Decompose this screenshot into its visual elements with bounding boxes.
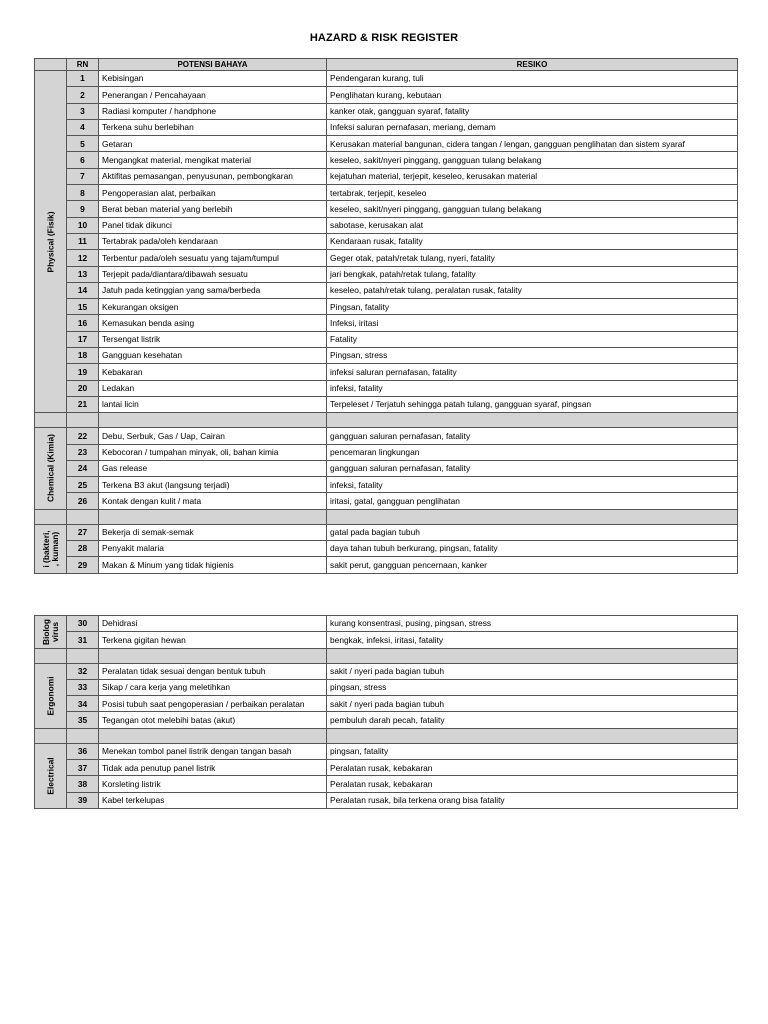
rn-cell: 1 — [67, 71, 99, 87]
hazard-cell: Kekurangan oksigen — [99, 299, 327, 315]
hazard-cell: Gas release — [99, 460, 327, 476]
rn-cell: 30 — [67, 616, 99, 632]
risk-cell: Peralatan rusak, kebakaran — [327, 760, 738, 776]
hazard-cell: Terkena gigitan hewan — [99, 632, 327, 648]
rn-cell: 6 — [67, 152, 99, 168]
rn-cell: 23 — [67, 444, 99, 460]
category-biological: i (bakteri, , kuman) — [35, 524, 67, 573]
hazard-cell: Mengangkat material, mengikat material — [99, 152, 327, 168]
risk-cell: Infeksi saluran pernafasan, meriang, demam — [327, 119, 738, 135]
hazard-cell: Radiasi komputer / handphone — [99, 103, 327, 119]
hazard-header: POTENSI BAHAYA — [99, 59, 327, 71]
risk-cell: infeksi saluran pernafasan, fatality — [327, 364, 738, 380]
risk-cell: sakit / nyeri pada bagian tubuh — [327, 663, 738, 679]
rn-cell: 28 — [67, 541, 99, 557]
risk-cell: pingsan, fatality — [327, 743, 738, 759]
rn-cell: 5 — [67, 136, 99, 152]
rn-cell: 34 — [67, 696, 99, 712]
category-chemical: Chemical (Kimia) — [35, 428, 67, 509]
risk-cell: pencemaran lingkungan — [327, 444, 738, 460]
hazard-cell: Terbentur pada/oleh sesuatu yang tajam/tumpul — [99, 250, 327, 266]
hazard-cell: Tidak ada penutup panel listrik — [99, 760, 327, 776]
risk-cell: bengkak, infeksi, iritasi, fatality — [327, 632, 738, 648]
risk-cell: gatal pada bagian tubuh — [327, 524, 738, 540]
rn-cell: 25 — [67, 477, 99, 493]
rn-cell: 7 — [67, 168, 99, 184]
hazard-cell: Kabel terkelupas — [99, 792, 327, 808]
risk-cell: jari bengkak, patah/retak tulang, fatality — [327, 266, 738, 282]
rn-cell: 13 — [67, 266, 99, 282]
risk-cell: Penglihatan kurang, kebutaan — [327, 87, 738, 103]
category-header — [35, 59, 67, 71]
rn-cell: 9 — [67, 201, 99, 217]
risk-cell: Infeksi, iritasi — [327, 315, 738, 331]
hazard-cell: Peralatan tidak sesuai dengan bentuk tubuh — [99, 663, 327, 679]
section-separator — [35, 413, 738, 428]
risk-cell: Pendengaran kurang, tuli — [327, 71, 738, 87]
rn-cell: 31 — [67, 632, 99, 648]
hazard-cell: Tegangan otot melebihi batas (akut) — [99, 712, 327, 728]
rn-cell: 3 — [67, 103, 99, 119]
risk-cell: iritasi, gatal, gangguan penglihatan — [327, 493, 738, 509]
rn-cell: 21 — [67, 396, 99, 412]
risk-cell: Geger otak, patah/retak tulang, nyeri, fatality — [327, 250, 738, 266]
risk-cell: gangguan saluran pernafasan, fatality — [327, 428, 738, 444]
rn-cell: 39 — [67, 792, 99, 808]
hazard-cell: Aktifitas pemasangan, penyusunan, pembongkaran — [99, 168, 327, 184]
risk-cell: infeksi, fatality — [327, 380, 738, 396]
risk-cell: keseleo, sakit/nyeri pinggang, gangguan tulang belakang — [327, 201, 738, 217]
risk-cell: pingsan, stress — [327, 679, 738, 695]
rn-header: RN — [67, 59, 99, 71]
hazard-cell: Getaran — [99, 136, 327, 152]
risk-cell: Fatality — [327, 331, 738, 347]
risk-header: RESIKO — [327, 59, 738, 71]
rn-cell: 15 — [67, 299, 99, 315]
hazard-cell: Tertabrak pada/oleh kendaraan — [99, 233, 327, 249]
rn-cell: 12 — [67, 250, 99, 266]
category-electrical: Electrical — [35, 743, 67, 808]
risk-cell: Pingsan, fatality — [327, 299, 738, 315]
hazard-cell: Panel tidak dikunci — [99, 217, 327, 233]
category-ergonomi: Ergonomi — [35, 663, 67, 728]
hazard-cell: Korsleting listrik — [99, 776, 327, 792]
rn-cell: 18 — [67, 348, 99, 364]
hazard-cell: Ledakan — [99, 380, 327, 396]
hazard-cell: Pengoperasian alat, perbaikan — [99, 185, 327, 201]
rn-cell: 4 — [67, 119, 99, 135]
hazard-cell: Berat beban material yang berlebih — [99, 201, 327, 217]
risk-cell: Kendaraan rusak, fatality — [327, 233, 738, 249]
hazard-cell: Posisi tubuh saat pengoperasian / perbaikan peralatan — [99, 696, 327, 712]
rn-cell: 29 — [67, 557, 99, 573]
risk-cell: keseleo, patah/retak tulang, peralatan rusak, fatality — [327, 282, 738, 298]
rn-cell: 26 — [67, 493, 99, 509]
rn-cell: 22 — [67, 428, 99, 444]
rn-cell: 16 — [67, 315, 99, 331]
risk-cell: infeksi, fatality — [327, 477, 738, 493]
hazard-cell: Kebisingan — [99, 71, 327, 87]
risk-cell: kejatuhan material, terjepit, keseleo, kerusakan material — [327, 168, 738, 184]
hazard-cell: Dehidrasi — [99, 616, 327, 632]
risk-register-table-part2 — [34, 615, 738, 809]
risk-cell: Pingsan, stress — [327, 348, 738, 364]
category-biological-continued: Biolog virus — [35, 616, 67, 649]
hazard-cell: Jatuh pada ketinggian yang sama/berbeda — [99, 282, 327, 298]
hazard-cell: Terkena suhu berlebihan — [99, 119, 327, 135]
rn-cell: 33 — [67, 679, 99, 695]
hazard-cell: Kemasukan benda asing — [99, 315, 327, 331]
risk-cell: Terpeleset / Terjatuh sehingga patah tulang, gangguan syaraf, pingsan — [327, 396, 738, 412]
risk-cell: sakit / nyeri pada bagian tubuh — [327, 696, 738, 712]
rn-cell: 37 — [67, 760, 99, 776]
hazard-cell: Terkena B3 akut (langsung terjadi) — [99, 477, 327, 493]
rn-cell: 17 — [67, 331, 99, 347]
rn-cell: 38 — [67, 776, 99, 792]
hazard-cell: Sikap / cara kerja yang meletihkan — [99, 679, 327, 695]
hazard-cell: Terjepit pada/diantara/dibawah sesuatu — [99, 266, 327, 282]
risk-cell: Peralatan rusak, kebakaran — [327, 776, 738, 792]
risk-cell: pembuluh darah pecah, fatality — [327, 712, 738, 728]
risk-cell: kanker otak, gangguan syaraf, fatality — [327, 103, 738, 119]
rn-cell: 32 — [67, 663, 99, 679]
section-separator — [35, 728, 738, 743]
rn-cell: 24 — [67, 460, 99, 476]
risk-cell: Kerusakan material bangunan, cidera tangan / lengan, gangguan penglihatan dan sistem syaraf — [327, 136, 738, 152]
rn-cell: 10 — [67, 217, 99, 233]
risk-cell: sabotase, kerusakan alat — [327, 217, 738, 233]
section-separator — [35, 648, 738, 663]
rn-cell: 35 — [67, 712, 99, 728]
risk-cell: daya tahan tubuh berkurang, pingsan, fatality — [327, 541, 738, 557]
risk-cell: sakit perut, gangguan pencernaan, kanker — [327, 557, 738, 573]
category-physical: Physical (Fisik) — [35, 71, 67, 413]
rn-cell: 19 — [67, 364, 99, 380]
hazard-cell: Makan & Minum yang tidak higienis — [99, 557, 327, 573]
page-title: HAZARD & RISK REGISTER — [309, 32, 459, 44]
rn-cell: 8 — [67, 185, 99, 201]
hazard-cell: Kebocoran / tumpahan minyak, oli, bahan kimia — [99, 444, 327, 460]
hazard-cell: Debu, Serbuk, Gas / Uap, Cairan — [99, 428, 327, 444]
hazard-cell: Kebakaran — [99, 364, 327, 380]
risk-cell: kurang konsentrasi, pusing, pingsan, stress — [327, 616, 738, 632]
hazard-cell: lantai licin — [99, 396, 327, 412]
risk-cell: gangguan saluran pernafasan, fatality — [327, 460, 738, 476]
section-separator — [35, 509, 738, 524]
risk-cell: keseleo, sakit/nyeri pinggang, gangguan tulang belakang — [327, 152, 738, 168]
risk-cell: tertabrak, terjepit, keseleo — [327, 185, 738, 201]
hazard-cell: Penerangan / Pencahayaan — [99, 87, 327, 103]
hazard-cell: Penyakit malaria — [99, 541, 327, 557]
hazard-cell: Menekan tombol panel listrik dengan tangan basah — [99, 743, 327, 759]
rn-cell: 14 — [67, 282, 99, 298]
hazard-cell: Kontak dengan kulit / mata — [99, 493, 327, 509]
hazard-cell: Bekerja di semak-semak — [99, 524, 327, 540]
hazard-cell: Gangguan kesehatan — [99, 348, 327, 364]
rn-cell: 36 — [67, 743, 99, 759]
hazard-cell: Tersengat listrik — [99, 331, 327, 347]
rn-cell: 11 — [67, 233, 99, 249]
rn-cell: 2 — [67, 87, 99, 103]
rn-cell: 20 — [67, 380, 99, 396]
risk-register-table-part1 — [34, 58, 738, 574]
rn-cell: 27 — [67, 524, 99, 540]
risk-cell: Peralatan rusak, bila terkena orang bisa fatality — [327, 792, 738, 808]
